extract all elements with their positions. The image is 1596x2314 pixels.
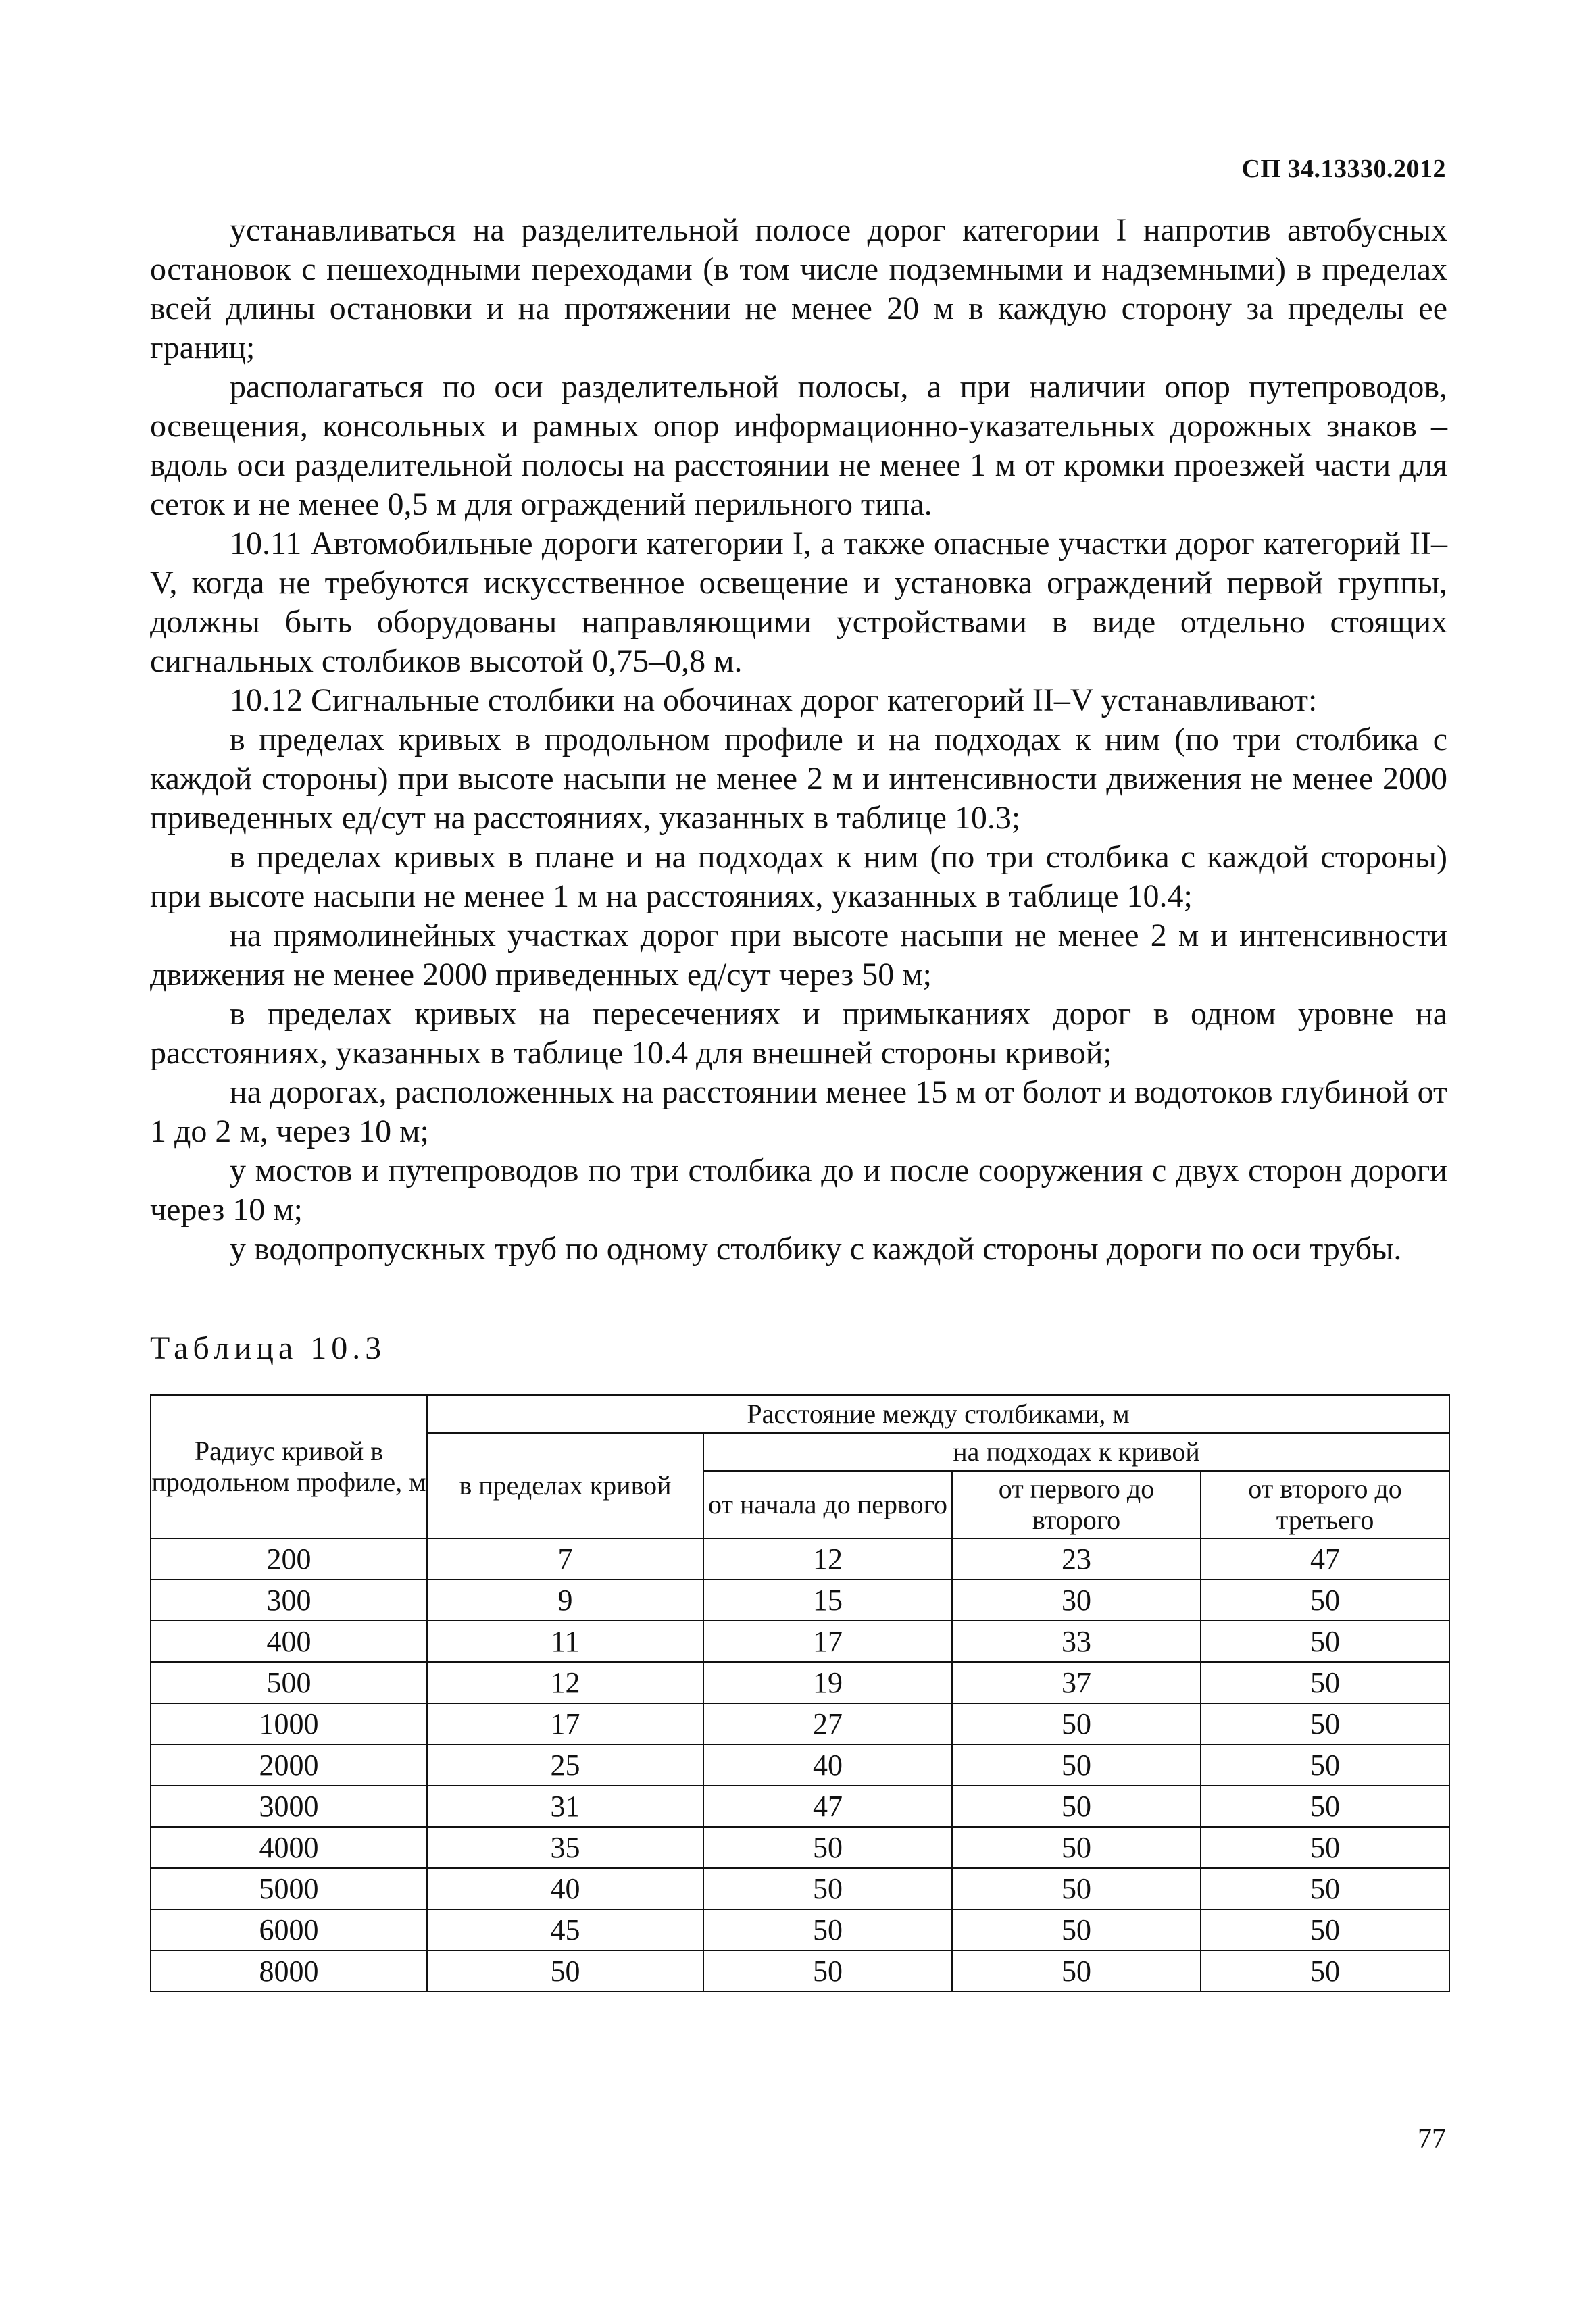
- table-cell: 5000: [151, 1868, 427, 1909]
- table-row: [151, 1951, 1449, 1992]
- body-text: [150, 211, 1447, 1269]
- table-cell: 1000: [151, 1703, 427, 1744]
- paragraph: у мостов и путепроводов по три столбика до и после сооружения с двух сторон дороги через 10 м;: [150, 1153, 1447, 1228]
- table-cell: 31: [427, 1786, 703, 1827]
- table-cell: 50: [1201, 1580, 1449, 1621]
- table-cell: 12: [427, 1662, 703, 1703]
- table-cell: 33: [952, 1621, 1201, 1662]
- table-row: [151, 1662, 1449, 1703]
- table-cell: 300: [151, 1580, 427, 1621]
- table-cell: 50: [1201, 1744, 1449, 1786]
- table-cell: 12: [703, 1538, 952, 1580]
- table-cell: 15: [703, 1580, 952, 1621]
- table-cell: 200: [151, 1538, 427, 1580]
- table-cell: 500: [151, 1662, 427, 1703]
- table-row: [151, 1580, 1449, 1621]
- paragraph: в пределах кривых в плане и на подходах к ним (по три столбика с каждой стороны) при высоте насыпи не менее 1 м на расстояниях, указанных в таблице 10.4;: [150, 839, 1447, 914]
- header-approach: на подходах к кривой: [703, 1433, 1449, 1471]
- table-cell: 50: [1201, 1951, 1449, 1992]
- table-cell: 50: [1201, 1827, 1449, 1868]
- distance-table: [150, 1394, 1450, 1992]
- table-cell: 17: [427, 1703, 703, 1744]
- table-cell: 50: [427, 1951, 703, 1992]
- table-row: [151, 1827, 1449, 1868]
- table-row: [151, 1621, 1449, 1662]
- header-radius: Радиус кривой в продольном профиле, м: [151, 1395, 427, 1538]
- table-cell: 19: [703, 1662, 952, 1703]
- table-cell: 400: [151, 1621, 427, 1662]
- table-cell: 50: [1201, 1621, 1449, 1662]
- table-cell: 11: [427, 1621, 703, 1662]
- table-cell: 50: [1201, 1662, 1449, 1703]
- page-number: 77: [1418, 2123, 1446, 2155]
- table-cell: 50: [703, 1951, 952, 1992]
- table-row: [151, 1909, 1449, 1951]
- table-cell: 37: [952, 1662, 1201, 1703]
- header-start-first: от начала до первого: [703, 1471, 952, 1538]
- header-first-second: от первого до второго: [952, 1471, 1201, 1538]
- header-second-third: от второго до третьего: [1201, 1471, 1449, 1538]
- table-cell: 40: [703, 1744, 952, 1786]
- table-cell: 50: [1201, 1786, 1449, 1827]
- paragraph: располагаться по оси разделительной полосы, а при наличии опор путепроводов, освещения, консольных и рамных опор информационно-указательных дорожных знаков – вдоль оси разделительной полосы на расстоянии не менее 1 м от кромки проезжей части для сеток и не менее 0,5 м для ограждений перильного типа.: [150, 369, 1447, 522]
- table-row: [151, 1703, 1449, 1744]
- table-cell: 35: [427, 1827, 703, 1868]
- paragraph: устанавливаться на разделительной полосе дорог категории I напротив автобусных остановок с пешеходными переходами (в том числе подземными и надземными) в пределах всей длины остановки и на протяжении не менее 20 м в каждую сторону за пределы ее границ;: [150, 212, 1447, 366]
- header-within-curve: в пределах кривой: [427, 1433, 703, 1538]
- table-caption: Таблица 10.3: [150, 1330, 386, 1366]
- table-body: [151, 1538, 1449, 1992]
- table-cell: 50: [952, 1951, 1201, 1992]
- table-container: [150, 1394, 1449, 1992]
- paragraph: у водопропускных труб по одному столбику с каждой стороны дороги по оси трубы.: [230, 1231, 1402, 1267]
- table-cell: 23: [952, 1538, 1201, 1580]
- table-cell: 50: [703, 1909, 952, 1951]
- table-cell: 50: [1201, 1868, 1449, 1909]
- document-code: СП 34.13330.2012: [1241, 155, 1446, 183]
- table-row: [151, 1744, 1449, 1786]
- table-cell: 50: [952, 1786, 1201, 1827]
- table-cell: 30: [952, 1580, 1201, 1621]
- table-cell: 45: [427, 1909, 703, 1951]
- paragraph: в пределах кривых на пересечениях и примыканиях дорог в одном уровне на расстояниях, указанных в таблице 10.4 для внешней стороны кривой;: [150, 996, 1447, 1071]
- table-cell: 7: [427, 1538, 703, 1580]
- table-row: [151, 1786, 1449, 1827]
- table-cell: 17: [703, 1621, 952, 1662]
- table-cell: 47: [1201, 1538, 1449, 1580]
- table-cell: 50: [952, 1744, 1201, 1786]
- table-cell: 2000: [151, 1744, 427, 1786]
- table-cell: 25: [427, 1744, 703, 1786]
- paragraph: в пределах кривых в продольном профиле и на подходах к ним (по три столбика с каждой стороны) при высоте насыпи не менее 2 м и интенсивности движения не менее 2000 приведенных ед/сут на расстояниях, указанных в таблице 10.3;: [150, 722, 1447, 836]
- table-cell: 50: [703, 1827, 952, 1868]
- table-cell: 9: [427, 1580, 703, 1621]
- table-cell: 50: [952, 1703, 1201, 1744]
- table-cell: 27: [703, 1703, 952, 1744]
- table-cell: 4000: [151, 1827, 427, 1868]
- table-cell: 8000: [151, 1951, 427, 1992]
- table-cell: 50: [1201, 1703, 1449, 1744]
- table-cell: 50: [952, 1909, 1201, 1951]
- table-cell: 3000: [151, 1786, 427, 1827]
- table-cell: 50: [703, 1868, 952, 1909]
- table-cell: 50: [952, 1827, 1201, 1868]
- table-cell: 40: [427, 1868, 703, 1909]
- paragraph: на прямолинейных участках дорог при высоте насыпи не менее 2 м и интенсивности движения не менее 2000 приведенных ед/сут через 50 м;: [150, 917, 1447, 992]
- table-row: [151, 1538, 1449, 1580]
- header-distance: Расстояние между столбиками, м: [427, 1395, 1449, 1433]
- table-cell: 47: [703, 1786, 952, 1827]
- paragraph: 10.12 Сигнальные столбики на обочинах дорог категорий II–V устанавливают:: [230, 682, 1318, 718]
- paragraph: 10.11 Автомобильные дороги категории I, а также опасные участки дорог категорий II–V, когда не требуются искусственное освещение и установка ограждений первой группы, должны быть оборудованы направляющими устройствами в виде отдельно стоящих сигнальных столбиков высотой 0,75–0,8 м.: [150, 526, 1447, 679]
- table-cell: 6000: [151, 1909, 427, 1951]
- table-row: [151, 1868, 1449, 1909]
- table-cell: 50: [1201, 1909, 1449, 1951]
- table-cell: 50: [952, 1868, 1201, 1909]
- paragraph: на дорогах, расположенных на расстоянии менее 15 м от болот и водотоков глубиной от 1 до 2 м, через 10 м;: [150, 1074, 1447, 1149]
